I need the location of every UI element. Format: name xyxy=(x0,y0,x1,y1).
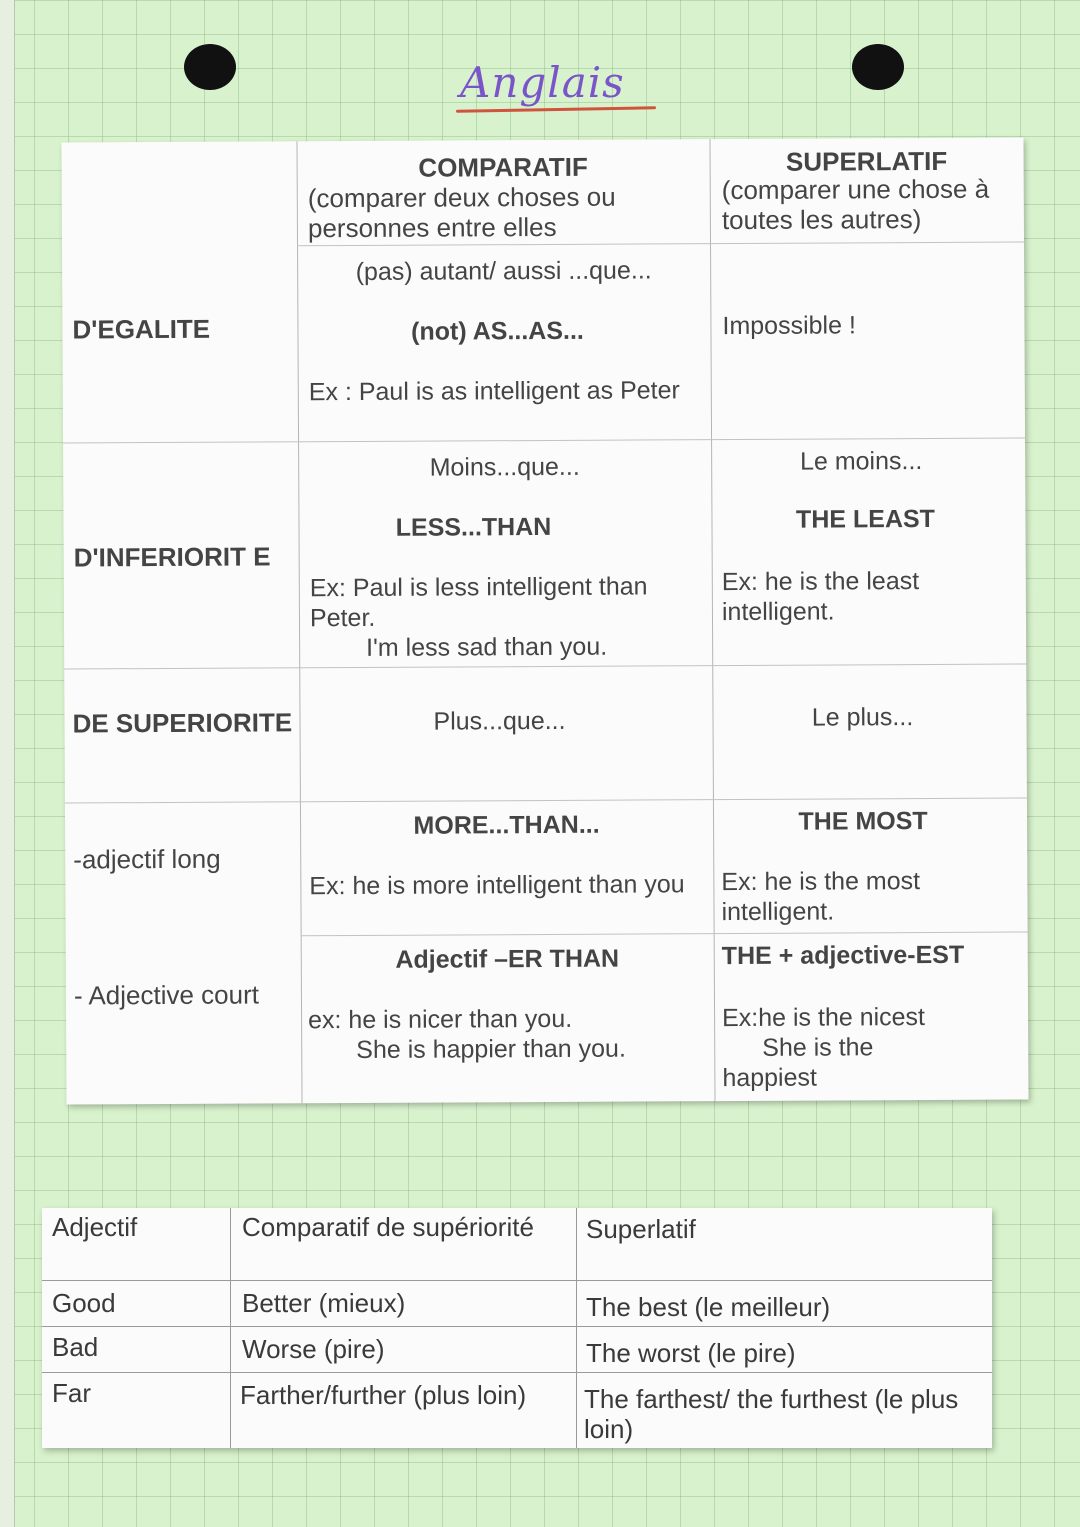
notebook-edge xyxy=(0,0,15,1527)
row-label-egalite: D'EGALITE xyxy=(72,313,211,345)
punch-hole-right xyxy=(852,44,904,90)
superiorite-superlatif-fr: Le plus... xyxy=(811,703,914,732)
adjectif-court-superlatif-example-1: Ex:he is the nicest xyxy=(722,1003,926,1033)
irregular-adjectives-table xyxy=(42,1208,992,1448)
row-label-inferiorite: D'INFERIORIT E xyxy=(73,541,271,573)
adjectif-court-superlatif-en: THE + adjective-EST xyxy=(721,940,965,971)
cell-comparative: Worse (pire) xyxy=(242,1334,385,1364)
adjectif-long-comparatif-en: MORE...THAN... xyxy=(413,810,600,840)
inferiorite-superlatif-fr: Le moins... xyxy=(799,447,923,476)
cell-comparative: Farther/further (plus loin) xyxy=(240,1380,527,1410)
inferiorite-superlatif-en: THE LEAST xyxy=(795,504,935,534)
egalite-comparatif-example: Ex : Paul is as intelligent as Peter xyxy=(308,376,680,407)
grammar-table xyxy=(61,137,1028,1104)
superlatif-title: SUPERLATIF xyxy=(785,145,948,177)
superlatif-description: (comparer une chose à toutes les autres) xyxy=(721,173,990,236)
adjectif-court-comparatif-en: Adjectif –ER THAN xyxy=(395,944,620,974)
cell-comparative: Better (mieux) xyxy=(242,1288,406,1318)
cell-superlative: The worst (le pire) xyxy=(586,1338,796,1368)
cell-superlative: The best (le meilleur) xyxy=(586,1292,831,1322)
adjectif-long-superlatif-en: THE MOST xyxy=(798,806,928,836)
page-title: Anglais xyxy=(460,58,625,107)
adjectif-court-comparatif-example-1: ex: he is nicer than you. xyxy=(308,1004,573,1035)
row-label-superiorite: DE SUPERIORITE xyxy=(72,707,293,739)
header-adjectif: Adjectif xyxy=(52,1212,138,1242)
egalite-comparatif-en: (not) AS...AS... xyxy=(411,316,584,346)
header-superlatif: Superlatif xyxy=(586,1214,696,1244)
inferiorite-comparatif-example-2: I'm less sad than you. xyxy=(366,632,608,662)
inferiorite-comparatif-example-1: Ex: Paul is less intelligent than Peter. xyxy=(309,572,648,633)
inferiorite-comparatif-fr: Moins...que... xyxy=(429,452,580,482)
row-label-adjectif-court: - Adjective court xyxy=(73,979,260,1011)
title-underline xyxy=(456,106,656,112)
cell-superlative: The farthest/ the furthest (le plus loin) xyxy=(584,1384,959,1444)
cell-adjective: Far xyxy=(52,1378,91,1408)
cell-adjective: Bad xyxy=(52,1332,99,1362)
comparatif-description: (comparer deux choses ou personnes entre elles xyxy=(307,181,616,244)
adjectif-court-comparatif-example-2: She is happier than you. xyxy=(356,1034,626,1064)
header-comparatif: Comparatif de supériorité xyxy=(242,1212,534,1242)
comparatif-title: COMPARATIF xyxy=(418,151,588,183)
adjectif-long-superlatif-example: Ex: he is the most intelligent. xyxy=(721,867,921,927)
cell-adjective: Good xyxy=(52,1288,116,1318)
inferiorite-superlatif-example: Ex: he is the least intelligent. xyxy=(721,567,920,627)
inferiorite-comparatif-en: LESS...THAN xyxy=(395,512,552,542)
superiorite-comparatif-fr: Plus...que... xyxy=(433,706,566,736)
row-label-adjectif-long: -adjectif long xyxy=(73,843,221,875)
adjectif-court-superlatif-example-2: She is the happiest xyxy=(722,1033,874,1093)
egalite-comparatif-fr: (pas) autant/ aussi ...que... xyxy=(355,256,652,286)
egalite-superlatif: Impossible ! xyxy=(722,311,856,341)
punch-hole-left xyxy=(184,44,236,90)
adjectif-long-comparatif-example: Ex: he is more intelligent than you xyxy=(309,870,685,901)
